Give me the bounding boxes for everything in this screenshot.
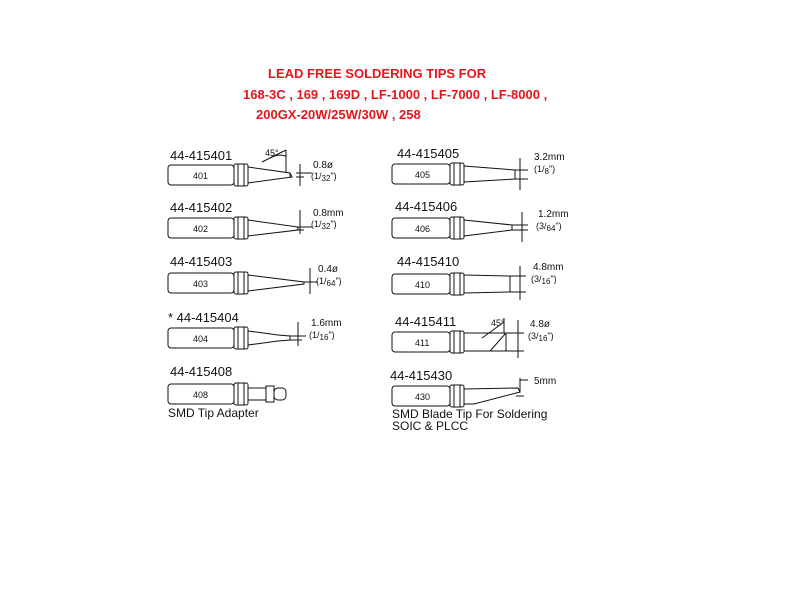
part-number-410: 44-415410	[397, 254, 460, 269]
tip-410-drawing	[392, 266, 526, 300]
tip-code-403: 403	[193, 279, 209, 289]
tip-code-408: 408	[193, 390, 209, 400]
dim-label-402: 0.8mm	[313, 208, 344, 219]
tip-408-drawing	[168, 383, 286, 405]
frac-401: (1/32")	[311, 171, 337, 183]
frac-411: (3/16")	[528, 331, 554, 343]
dim-label-403: 0.4ø	[318, 264, 339, 275]
part-number-404: * 44-415404	[168, 310, 239, 325]
dim-label-404: 1.6mm	[311, 318, 342, 329]
part-number-403: 44-415403	[170, 254, 233, 269]
header-line-1: LEAD FREE SOLDERING TIPS FOR	[268, 66, 487, 81]
tip-code-430: 430	[415, 392, 431, 402]
tip-code-404: 404	[193, 334, 209, 344]
tip-405-drawing	[392, 158, 528, 190]
tip-code-405: 405	[415, 170, 431, 180]
caption-smd-tip-adapter: SMD Tip Adapter	[168, 406, 259, 420]
dim-label-430: 5mm	[534, 376, 557, 387]
part-number-401: 44-415401	[170, 148, 233, 163]
dim-label-411: 4.8ø	[530, 319, 551, 330]
tip-403-drawing	[168, 268, 318, 294]
frac-402: (1/32")	[311, 219, 337, 231]
tip-code-402: 402	[193, 224, 209, 234]
tip-406-drawing	[392, 212, 528, 242]
tip-code-406: 406	[415, 224, 431, 234]
frac-405: (1/8")	[534, 164, 556, 176]
frac-404: (1/16")	[309, 330, 335, 342]
tip-401-drawing	[168, 150, 312, 186]
part-number-430: 44-415430	[390, 368, 453, 383]
tip-402-drawing	[168, 210, 312, 239]
angle-label-401: 45°	[265, 148, 279, 158]
dim-label-405: 3.2mm	[534, 152, 565, 163]
part-number-402: 44-415402	[170, 200, 233, 215]
part-number-406: 44-415406	[395, 199, 458, 214]
tip-code-401: 401	[193, 171, 209, 181]
angle-label-411: 45°	[491, 318, 505, 328]
caption-smd-blade-line-1: SMD Blade Tip For Soldering	[392, 407, 548, 421]
part-number-411: 44-415411	[395, 314, 457, 329]
frac-406: (3/64")	[536, 221, 562, 233]
frac-410: (3/16")	[531, 274, 557, 286]
header-line-3: 200GX-20W/25W/30W , 258	[256, 107, 421, 122]
dim-label-406: 1.2mm	[538, 209, 569, 220]
tip-code-410: 410	[415, 280, 431, 290]
caption-smd-blade-line-2: SOIC & PLCC	[392, 419, 469, 433]
part-number-408: 44-415408	[170, 364, 233, 379]
dim-label-410: 4.8mm	[533, 262, 564, 273]
tip-404-drawing	[168, 322, 306, 349]
dim-label-401: 0.8ø	[313, 160, 334, 171]
header-line-2: 168-3C , 169 , 169D , LF-1000 , LF-7000 , LF-8000 ,	[243, 87, 548, 102]
tip-430-drawing	[392, 378, 528, 407]
frac-403: (1/64")	[316, 276, 342, 288]
part-number-405: 44-415405	[397, 146, 460, 161]
tip-code-411: 411	[415, 338, 430, 348]
